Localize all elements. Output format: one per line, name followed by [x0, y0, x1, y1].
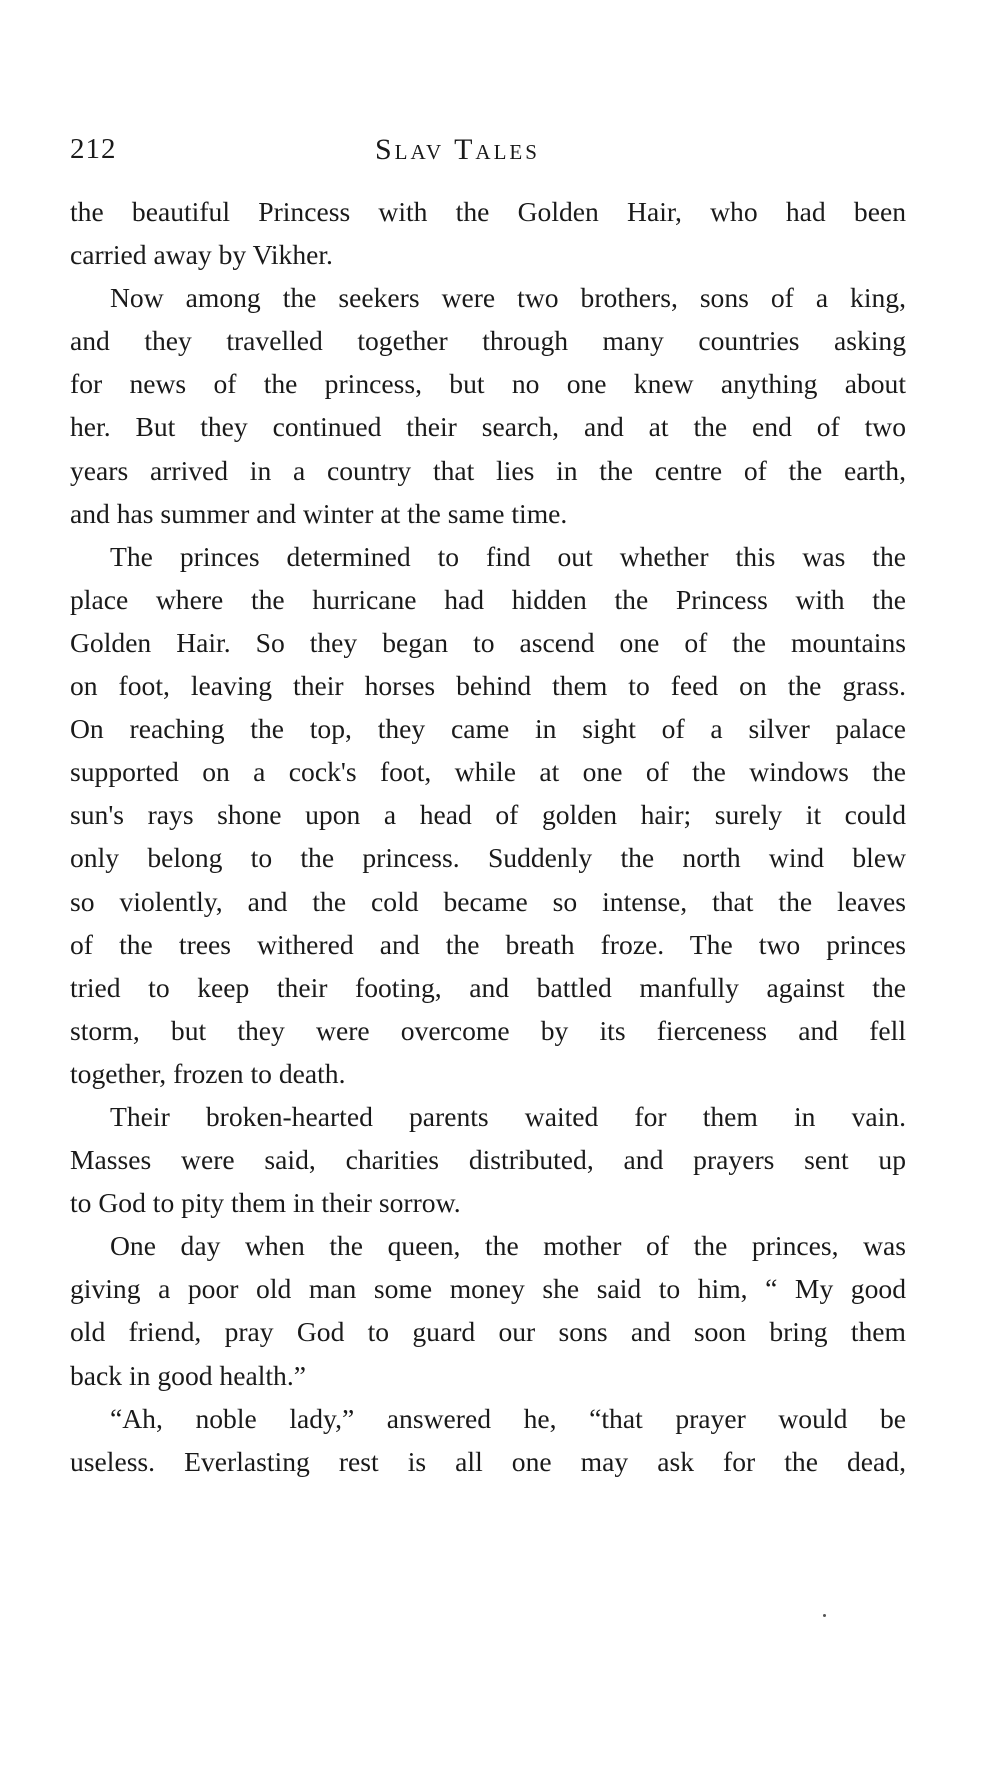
paragraph	[70, 535, 906, 1095]
text-line: and they travelled together through many countries asking	[70, 325, 906, 357]
text-line: giving a poor old man some money she said to him, “ My good	[70, 1273, 906, 1305]
text-line: One day when the queen, the mother of the princes, was	[110, 1230, 906, 1262]
paragraph	[70, 1095, 906, 1224]
text-line: place where the hurricane had hidden the Princess with the	[70, 583, 906, 615]
text-line: On reaching the top, they came in sight of a silver palace	[70, 713, 906, 745]
text-line: useless. Everlasting rest is all one may ask for the dead,	[70, 1445, 906, 1477]
text-line: of the trees withered and the breath froze. The two princes	[70, 928, 906, 960]
text-line: so violently, and the cold became so intense, that the leaves	[70, 885, 906, 917]
text-line: to God to pity them in their sorrow.	[70, 1187, 461, 1219]
text-line: and has summer and winter at the same time.	[70, 497, 568, 529]
text-line: years arrived in a country that lies in the centre of the earth,	[70, 454, 906, 486]
text-line: the beautiful Princess with the Golden Hair, who had been	[70, 196, 906, 227]
text-line: storm, but they were overcome by its fierceness and fell	[70, 1014, 906, 1046]
body-text	[70, 190, 906, 1483]
text-line: only belong to the princess. Suddenly the north wind blew	[70, 842, 906, 874]
text-line: Masses were said, charities distributed, and prayers sent up	[70, 1144, 906, 1176]
paragraph	[70, 190, 906, 276]
paragraph	[70, 1224, 906, 1396]
text-line: supported on a cock's foot, while at one of the windows the	[70, 756, 906, 788]
text-line: for news of the princess, but no one knew anything about	[70, 368, 906, 400]
text-line: “Ah, noble lady,” answered he, “that prayer would be	[110, 1402, 906, 1434]
text-line: sun's rays shone upon a head of golden hair; surely it could	[70, 799, 906, 831]
text-line: The princes determined to find out whether this was the	[110, 540, 906, 572]
text-line: old friend, pray God to guard our sons and soon bring them	[70, 1316, 906, 1348]
text-line: on foot, leaving their horses behind them to feed on the grass.	[70, 670, 906, 702]
paragraph	[70, 1397, 906, 1483]
text-line: tried to keep their footing, and battled manfully against the	[70, 971, 906, 1003]
text-line: together, frozen to death.	[70, 1057, 346, 1089]
text-line: Golden Hair. So they began to ascend one of the mountains	[70, 626, 906, 658]
text-line: Their broken-hearted parents waited for them in vain.	[110, 1100, 906, 1132]
paragraph	[70, 276, 906, 535]
text-line: Now among the seekers were two brothers, sons of a king,	[110, 282, 906, 314]
text-line: carried away by Vikher.	[70, 239, 333, 271]
page-number: 212	[70, 133, 117, 165]
running-title: Slav Tales	[375, 133, 540, 166]
text-line: back in good health.”	[70, 1359, 307, 1391]
speck-mark	[823, 1614, 826, 1617]
running-head	[70, 133, 900, 173]
text-line: her. But they continued their search, and at the end of two	[70, 411, 906, 443]
